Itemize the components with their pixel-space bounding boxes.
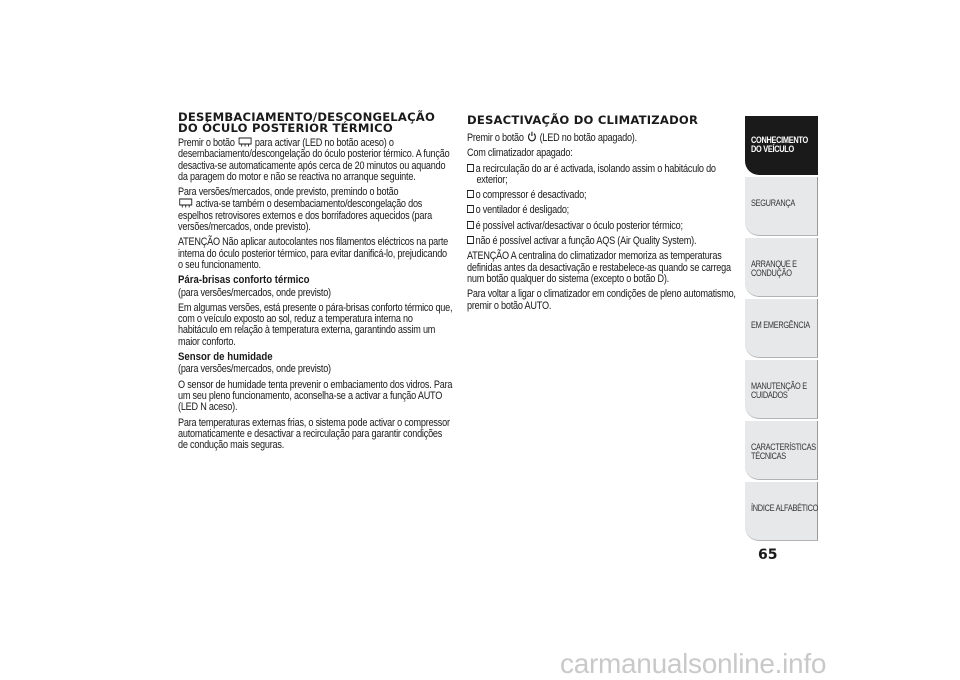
tab-label: MANUTENÇÃO E CUIDADOS — [751, 381, 807, 400]
rear-defrost-icon — [179, 198, 193, 208]
tab-label: SEGURANÇA — [751, 198, 796, 208]
checkbox-bullet-icon — [467, 164, 474, 172]
list-item-text: é possível activar/desactivar o óculo posterior térmico; — [475, 219, 683, 232]
right-column — [467, 112, 743, 316]
paragraph-text: Premir o botão — [467, 132, 524, 144]
right-text-body — [467, 131, 743, 312]
paragraph: Para voltar a ligar o climatizador em condições de pleno automatismo, premir o botão AUTO. — [467, 288, 736, 312]
paragraph: Com climatizador apagado: — [467, 147, 573, 160]
section-heading-rear-defrost: DESEMBACIAMENTO/DESCONGELAÇÃO DO ÓCULO POSTERIOR TÉRMICO — [178, 110, 436, 135]
paragraph-text: (LED no botão apagado). — [539, 132, 637, 144]
tab-vehicle-knowledge[interactable] — [745, 116, 818, 175]
watermark: carmanualsonline.info — [560, 648, 827, 679]
availability-note: (para versões/mercados, onde previsto) — [178, 286, 331, 299]
list-item-text: o ventilador é desligado; — [475, 204, 570, 217]
list-item — [467, 164, 743, 187]
tab-technical-specs[interactable] — [745, 421, 818, 480]
list-item-text: a recirculação do ar é activada, isolando assim o habitáculo do exterior; — [475, 162, 716, 186]
warning-paragraph: ATENÇÃO Não aplicar autocolantes nos filamentos eléctricos na parte interna do óculo posterior térmico, para evitar danificá-lo, prejudicando o seu funcionamento. — [178, 236, 449, 271]
checkbox-bullet-icon — [467, 236, 474, 244]
bullet-list — [467, 164, 743, 248]
tab-safety[interactable] — [745, 177, 818, 236]
tab-index[interactable] — [745, 482, 818, 541]
subheading-thermal-windscreen: Pára-brisas conforto térmico — [178, 274, 310, 287]
availability-note: (para versões/mercados, onde previsto) — [178, 363, 331, 376]
list-item — [467, 190, 743, 201]
left-text-body — [178, 137, 454, 451]
tab-label: CONHECIMENTO DO VEÍCULO — [751, 135, 808, 154]
left-column — [178, 112, 454, 455]
subheading-humidity-sensor: Sensor de humidade — [178, 351, 273, 364]
rear-defrost-icon — [238, 137, 252, 147]
paragraph — [178, 187, 454, 233]
tab-label: CARACTERÍSTICAS TÉCNICAS — [751, 442, 816, 461]
section-heading-climate-off: DESACTIVAÇÃO DO CLIMATIZADOR — [467, 113, 699, 127]
list-item — [467, 236, 743, 247]
paragraph — [467, 131, 743, 144]
tab-starting-driving[interactable] — [745, 238, 818, 297]
chapter-tabs — [745, 116, 818, 543]
paragraph-text: activa-se também o desembaciamento/descongelação dos espelhos retrovisores externos e dos borrifadores aquecidos (para versões/mercados, onde previsto). — [178, 198, 432, 234]
paragraph: Para temperaturas externas frias, o sistema pode activar o compressor automaticamente e desactivar a recirculação para garantir condições de condução mais seguras. — [178, 416, 450, 452]
checkbox-bullet-icon — [467, 205, 474, 213]
tab-emergency[interactable] — [745, 299, 818, 358]
tab-label: EM EMERGÊNCIA — [751, 320, 810, 330]
tab-maintenance[interactable] — [745, 360, 818, 419]
tab-label: ARRANQUE E CONDUÇÃO — [751, 259, 797, 278]
paragraph — [178, 137, 454, 183]
paragraph-text: para activar (LED no botão aceso) o desembaciamento/descongelação do óculo posterior térmico. A função desactiva-se automaticamente após cerca de 20 minutos ou aquando da paragem do motor e não se reactiva no arranque seguinte. — [178, 137, 450, 183]
list-item-text: o compressor é desactivado; — [475, 189, 587, 202]
paragraph-text: Para versões/mercados, onde previsto, premindo o botão — [178, 186, 399, 199]
checkbox-bullet-icon — [467, 190, 474, 198]
warning-paragraph: ATENÇÃO A centralina do climatizador memoriza as temperaturas definidas antes da desactivação e restabelece-as quando se carrega num botão qualquer do sistema (excepto o botão D). — [467, 250, 731, 285]
page-number: 65 — [758, 547, 778, 563]
power-icon — [527, 131, 536, 142]
paragraph: O sensor de humidade tenta prevenir o embaciamento dos vidros. Para um seu pleno funcionamento, aconselha-se a activar a função AUTO (LED N aceso). — [178, 378, 453, 414]
list-item — [467, 205, 743, 216]
tab-label: ÍNDICE ALFABÉTICO — [751, 503, 819, 513]
list-item-text: não é possível activar a função AQS (Air Quality System). — [475, 235, 697, 248]
checkbox-bullet-icon — [467, 221, 474, 229]
paragraph: Em algumas versões, está presente o pára-brisas conforto térmico que, com o veículo exposto ao sol, reduz a temperatura interna no habitáculo em relação à temperatura externa, garantindo assim um maior conforto. — [178, 301, 453, 348]
paragraph-text: Premir o botão — [178, 137, 235, 149]
list-item — [467, 221, 743, 232]
